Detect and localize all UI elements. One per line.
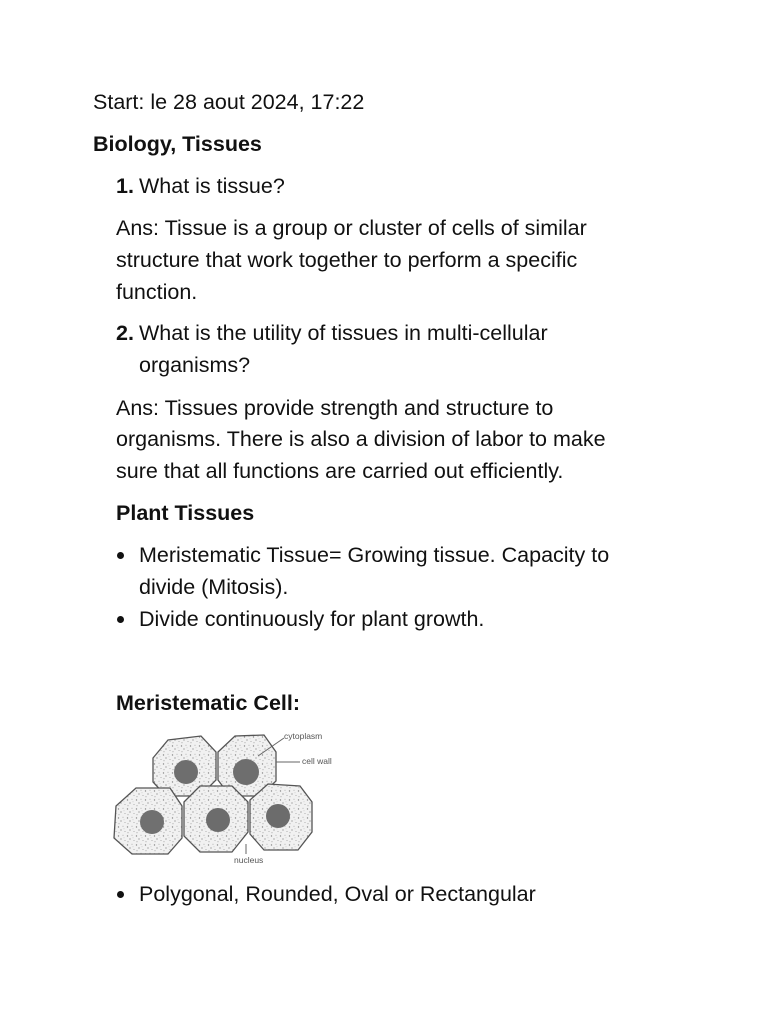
cell-shape-bullet: Polygonal, Rounded, Oval or Rectangular [139, 882, 536, 906]
plant-bullet-2: Divide continuously for plant growth. [139, 607, 485, 631]
plant-bullet-1-line-2: divide (Mitosis). [139, 575, 289, 599]
bullet-dot [117, 616, 124, 623]
answer-2-line-3: sure that all functions are carried out efficiently. [116, 459, 564, 483]
meristematic-cell-heading: Meristematic Cell: [116, 691, 301, 715]
nucleus-shape [266, 804, 290, 828]
bullet-dot [117, 552, 124, 559]
nucleus-shape [206, 808, 230, 832]
answer-1-line-3: function. [116, 280, 198, 304]
question-1-text: What is tissue? [139, 174, 285, 198]
answer-1-line-2: structure that work together to perform a specific [116, 248, 578, 272]
nucleus-shape [233, 759, 259, 785]
cytoplasm-label: cytoplasm [284, 731, 323, 741]
answer-2-line-2: organisms. There is also a division of labor to make [116, 427, 606, 451]
answer-2-line-1: Ans: Tissues provide strength and structure to [116, 396, 554, 420]
nucleus-shape [140, 810, 164, 834]
nucleus-label: nucleus [234, 855, 264, 865]
bullet-dot [117, 891, 124, 898]
question-number-1: 1. [116, 174, 134, 198]
nucleus-shape [174, 760, 198, 784]
question-2-line-2: organisms? [139, 353, 251, 377]
document-title: Biology, Tissues [93, 132, 262, 156]
plant-tissues-heading: Plant Tissues [116, 501, 255, 525]
question-number-2: 2. [116, 321, 134, 345]
meristematic-cell-diagram [108, 726, 368, 868]
start-timestamp: Start: le 28 aout 2024, 17:22 [93, 90, 365, 114]
answer-1-line-1: Ans: Tissue is a group or cluster of cells of similar [116, 216, 587, 240]
plant-bullet-1-line-1: Meristematic Tissue= Growing tissue. Capacity to [139, 543, 610, 567]
question-2-line-1: What is the utility of tissues in multi-cellular [139, 321, 548, 345]
cell-wall-label: cell wall [302, 756, 332, 766]
